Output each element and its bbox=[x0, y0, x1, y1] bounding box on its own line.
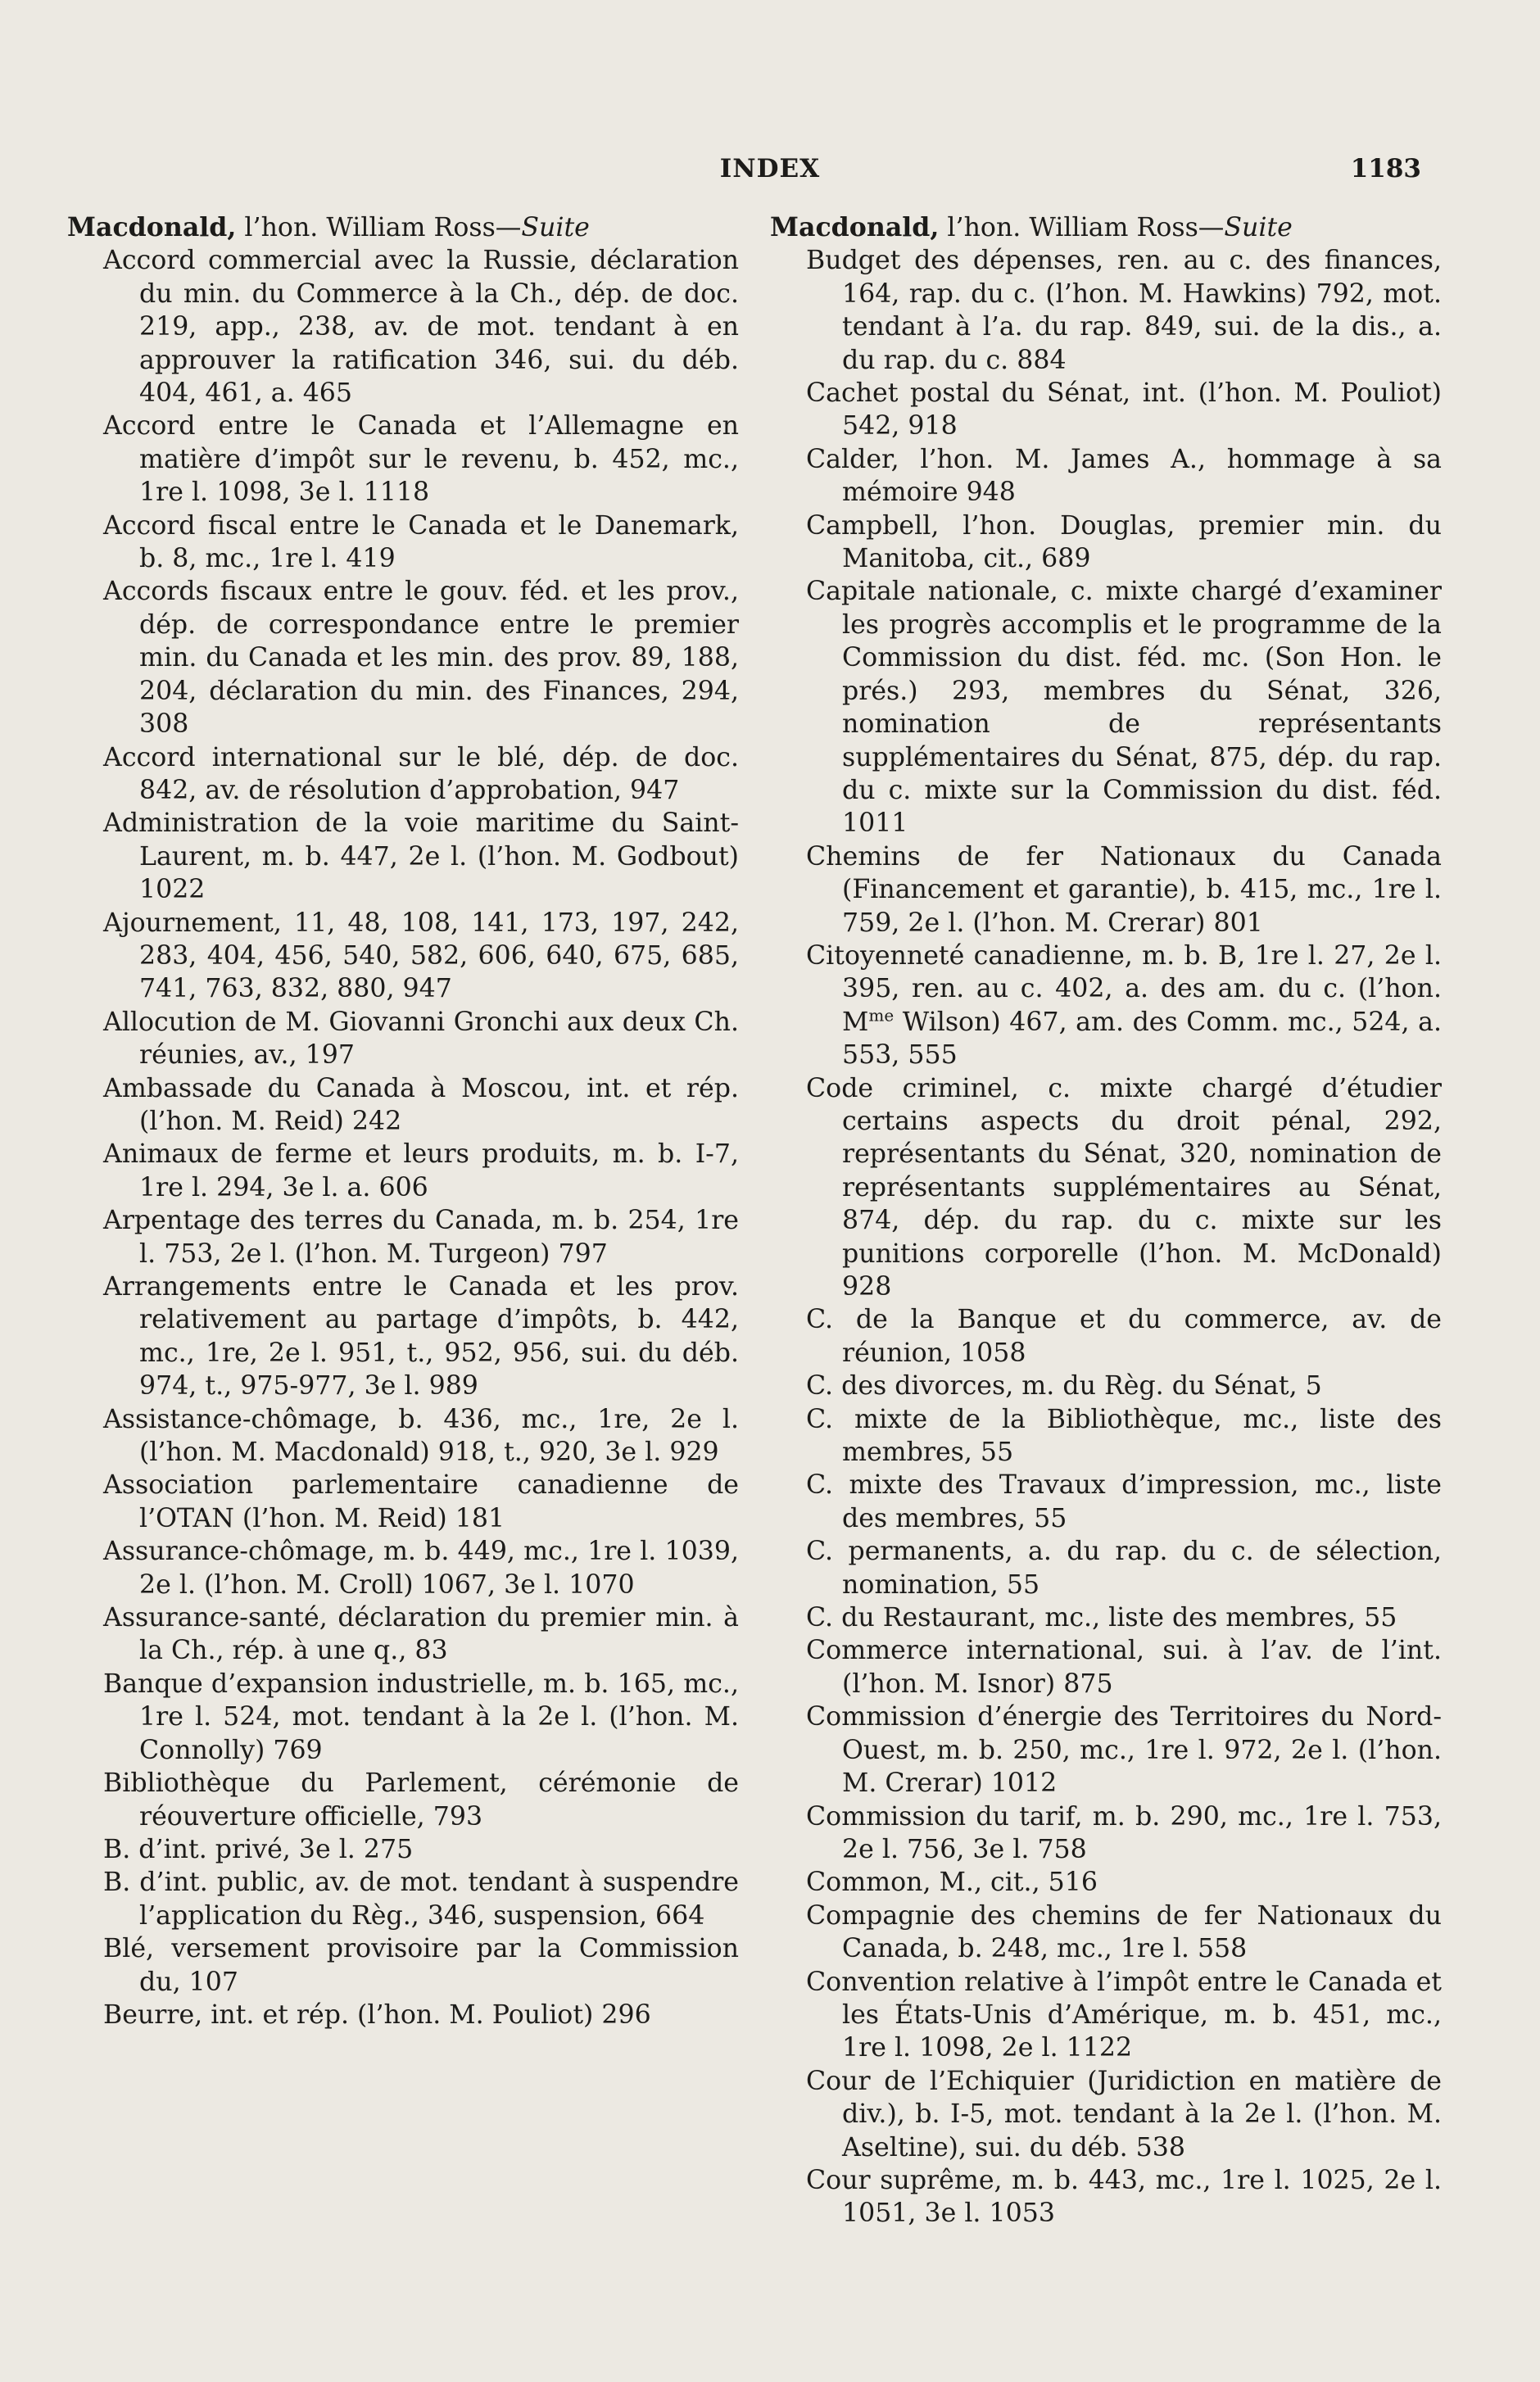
index-entry: C. de la Banque et du commerce, av. de réunion, 1058 bbox=[806, 1305, 1442, 1368]
heading-name: Macdonald, bbox=[67, 212, 237, 242]
index-entry: Campbell, l’hon. Douglas, premier min. du Manitoba, cit., 689 bbox=[806, 510, 1442, 574]
running-head bbox=[0, 154, 1540, 190]
index-entry: Cour suprême, m. b. 443, mc., 1re l. 1025, 2e l. 1051, 3e l. 1053 bbox=[806, 2165, 1442, 2229]
main-heading bbox=[67, 211, 739, 244]
index-entry: C. des divorces, m. du Règ. du Sénat, 5 bbox=[806, 1371, 1322, 1402]
page-number: 1183 bbox=[1350, 154, 1421, 183]
index-entry: Blé, versement provisoire par la Commission du, 107 bbox=[103, 1934, 739, 1997]
index-entry: Animaux de ferme et leurs produits, m. b. I-7, 1re l. 294, 3e l. a. 606 bbox=[103, 1139, 739, 1202]
index-entry: B. d’int. public, av. de mot. tendant à suspendre l’application du Règ., 346, suspension, 664 bbox=[103, 1868, 739, 1931]
index-entry: Capitale nationale, c. mixte chargé d’examiner les progrès accomplis et le programme de la Commission du dist. féd. mc. (Son Hon. le prés.) 293, membres du Sénat, 326, nomination de représentants supplémentaires du Sénat, 875, dép. du rap. du c. mixte sur la Commission du dist. féd. 1011 bbox=[806, 577, 1442, 839]
index-entry: Code criminel, c. mixte chargé d’étudier certains aspects du droit pénal, 292, représentants du Sénat, 320, nomination de représentants supplémentaires au Sénat, 874, dép. du rap. du c. mixte sur les punitions corporelle (l’hon. M. McDonald) 928 bbox=[806, 1073, 1442, 1302]
section-title: INDEX bbox=[719, 154, 821, 183]
index-entry: C. mixte des Travaux d’impression, mc., liste des membres, 55 bbox=[806, 1470, 1442, 1533]
index-entry: Banque d’expansion industrielle, m. b. 165, mc., 1re l. 524, mot. tendant à la 2e l. (l’hon. M. Connolly) 769 bbox=[103, 1669, 739, 1765]
index-entry: Accords fiscaux entre le gouv. féd. et les prov., dép. de correspondance entre le premier min. du Canada et les min. des prov. 89, 188, 204, déclaration du min. des Finances, 294, 308 bbox=[103, 577, 739, 740]
index-entry: Assurance-chômage, m. b. 449, mc., 1re l. 1039, 2e l. (l’hon. M. Croll) 1067, 3e l. 1070 bbox=[103, 1537, 739, 1600]
heading-rest: l’hon. William Ross— bbox=[236, 213, 522, 242]
index-entry: Arrangements entre le Canada et les prov. relativement au partage d’impôts, b. 442, mc., 1re, 2e l. 951, t., 952, 956, sui. du déb. 974, t., 975-977, 3e l. 989 bbox=[103, 1272, 739, 1402]
index-entry: Calder, l’hon. M. James A., hommage à sa mémoire 948 bbox=[806, 444, 1442, 508]
index-entry: Accord fiscal entre le Canada et le Danemark, b. 8, mc., 1re l. 419 bbox=[103, 510, 739, 574]
entry-text: Citoyenneté canadienne, m. b. B, 1re l. 27, 2e l. 395, ren. au c. 402, a. des am. du c. (l’hon. M bbox=[806, 940, 1442, 1037]
index-entry: Arpentage des terres du Canada, m. b. 254, 1re l. 753, 2e l. (l’hon. M. Turgeon) 797 bbox=[103, 1206, 739, 1269]
index-entry: Accord commercial avec la Russie, déclaration du min. du Commerce à la Ch., dép. de doc. 219, app., 238, av. de mot. tendant à en approuver la ratification 346, sui. du déb. 404, 461, a. 465 bbox=[103, 246, 739, 409]
index-entry: Chemins de fer Nationaux du Canada (Financement et garantie), b. 415, mc., 1re l. 759, 2e l. (l’hon. M. Crerar) 801 bbox=[806, 841, 1442, 938]
entry-text-continued: Wilson) 467, am. des Comm. mc., 524, a. 553, 555 bbox=[842, 1007, 1442, 1071]
index-entry: B. d’int. privé, 3e l. 275 bbox=[103, 1834, 414, 1864]
index-entry: Commerce international, sui. à l’av. de l’int. (l’hon. M. Isnor) 875 bbox=[806, 1636, 1442, 1699]
index-entry: Cour de l’Echiquier (Juridiction en matière de div.), b. I-5, mot. tendant à la 2e l. (l’hon. M. Aseltine), sui. du déb. 538 bbox=[806, 2066, 1442, 2162]
heading-name: Macdonald, bbox=[770, 212, 940, 242]
index-entry: Common, M., cit., 516 bbox=[806, 1868, 1098, 1898]
index-entry: Convention relative à l’impôt entre le Canada et les États-Unis d’Amérique, m. b. 451, mc., 1re l. 1098, 2e l. 1122 bbox=[806, 1967, 1442, 2063]
index-entry: Allocution de M. Giovanni Gronchi aux deux Ch. réunies, av., 197 bbox=[103, 1007, 739, 1071]
index-entry: Administration de la voie maritime du Saint-Laurent, m. b. 447, 2e l. (l’hon. M. Godbout) 1022 bbox=[103, 808, 739, 905]
index-entry: Ambassade du Canada à Moscou, int. et rép. (l’hon. M. Reid) 242 bbox=[103, 1073, 739, 1136]
left-column bbox=[67, 211, 739, 2031]
index-entry: Assurance-santé, déclaration du premier min. à la Ch., rép. à une q., 83 bbox=[103, 1603, 739, 1666]
index-entry bbox=[770, 940, 1442, 1072]
heading-suite: Suite bbox=[1224, 213, 1293, 242]
index-entry: C. mixte de la Bibliothèque, mc., liste des membres, 55 bbox=[806, 1404, 1442, 1468]
index-entry: Assistance-chômage, b. 436, mc., 1re, 2e l. (l’hon. M. Macdonald) 918, t., 920, 3e l. 929 bbox=[103, 1404, 739, 1468]
index-entry: Association parlementaire canadienne de l’OTAN (l’hon. M. Reid) 181 bbox=[103, 1470, 739, 1533]
index-entry: Bibliothèque du Parlement, cérémonie de réouverture officielle, 793 bbox=[103, 1768, 739, 1832]
superscript-abbreviation: me bbox=[868, 1005, 895, 1026]
heading-suite: Suite bbox=[521, 213, 590, 242]
index-entry: Budget des dépenses, ren. au c. des finances, 164, rap. du c. (l’hon. M. Hawkins) 792, mot. tendant à l’a. du rap. 849, sui. de la dis., a. du rap. du c. 884 bbox=[806, 246, 1442, 375]
index-entry: Accord entre le Canada et l’Allemagne en matière d’impôt sur le revenu, b. 452, mc., 1re l. 1098, 3e l. 1118 bbox=[103, 411, 739, 508]
index-entry: C. du Restaurant, mc., liste des membres, 55 bbox=[806, 1603, 1397, 1633]
index-entry: Commission du tarif, m. b. 290, mc., 1re l. 753, 2e l. 756, 3e l. 758 bbox=[806, 1801, 1442, 1864]
index-entry: Compagnie des chemins de fer Nationaux du Canada, b. 248, mc., 1re l. 558 bbox=[806, 1900, 1442, 1964]
right-column bbox=[770, 211, 1442, 2230]
heading-rest: l’hon. William Ross— bbox=[939, 213, 1225, 242]
index-entry: C. permanents, a. du rap. du c. de sélection, nomination, 55 bbox=[806, 1537, 1442, 1600]
index-entry: Beurre, int. et rép. (l’hon. M. Pouliot) 296 bbox=[103, 1999, 651, 2030]
index-entry: Cachet postal du Sénat, int. (l’hon. M. Pouliot) 542, 918 bbox=[806, 378, 1442, 442]
index-entry: Ajournement, 11, 48, 108, 141, 173, 197, 242, 283, 404, 456, 540, 582, 606, 640, 675, 685, 741, 763, 832, 880, 947 bbox=[103, 908, 739, 1004]
index-entry: Accord international sur le blé, dép. de doc. 842, av. de résolution d’approbation, 947 bbox=[103, 742, 739, 805]
main-heading bbox=[770, 211, 1442, 244]
index-entry: Commission d’énergie des Territoires du Nord-Ouest, m. b. 250, mc., 1re l. 972, 2e l. (l’hon. M. Crerar) 1012 bbox=[806, 1702, 1442, 1799]
